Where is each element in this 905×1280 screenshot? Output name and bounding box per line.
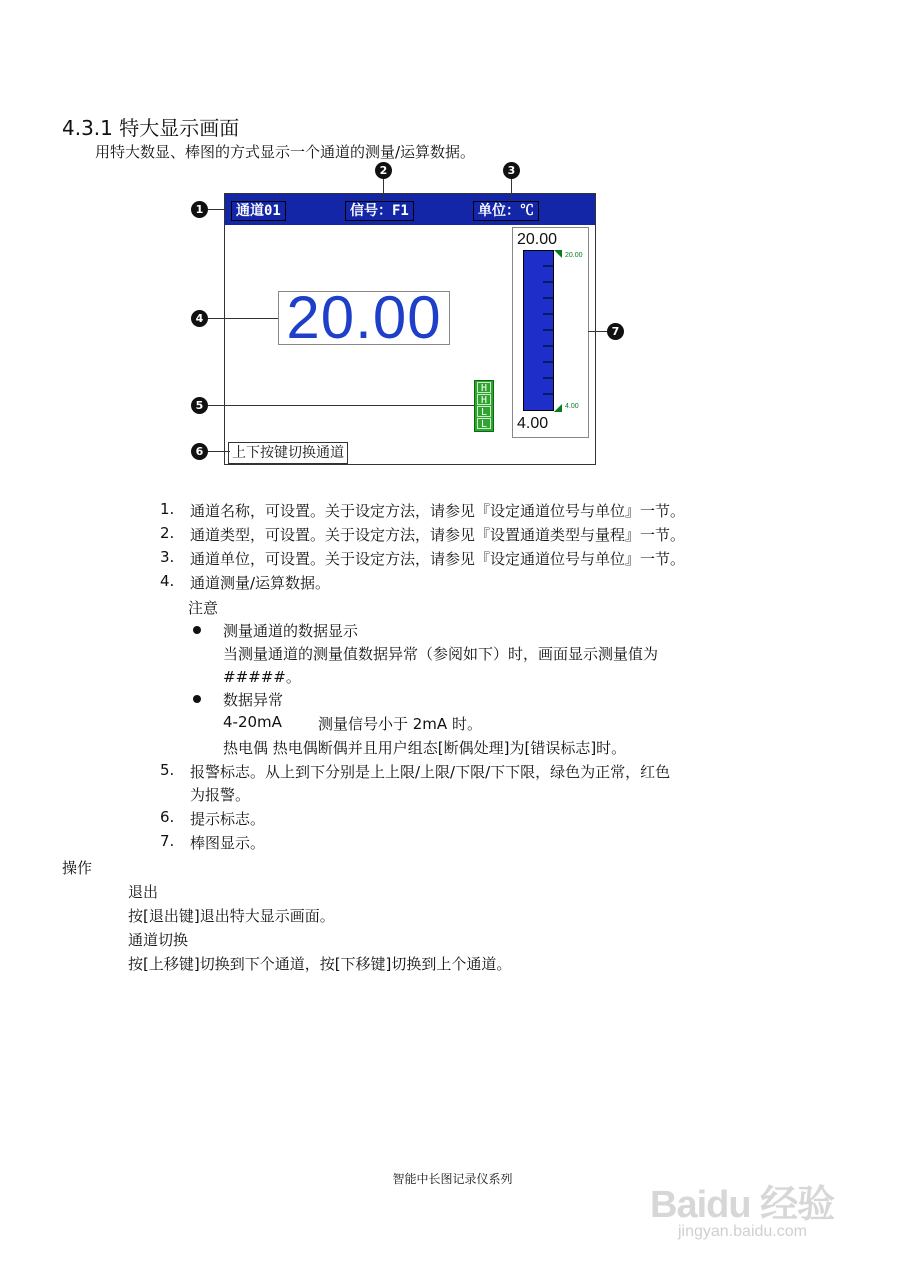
bar-max-label: 20.00 xyxy=(517,231,558,248)
list-item-number: 1. xyxy=(160,500,175,518)
callout-leader-1 xyxy=(208,209,226,210)
exit-text: 按[退出键]退出特大显示画面。 xyxy=(128,907,335,925)
baidu-watermark-logo: Baidu 经验 xyxy=(650,1184,835,1226)
callout-leader-7 xyxy=(588,331,608,332)
callout-3: 3 xyxy=(503,162,520,179)
note1-title: 测量通道的数据显示 xyxy=(223,622,359,640)
screen-header-bar xyxy=(225,194,595,225)
list-item: 报警标志。从上到下分别是上上限/上限/下限/下下限，绿色为正常，红色 xyxy=(190,763,671,781)
section-title: 4.3.1 特大显示画面 xyxy=(62,116,240,140)
callout-leader-5 xyxy=(208,405,474,406)
alarm-flags xyxy=(474,380,494,432)
callout-2: 2 xyxy=(375,162,392,179)
bar-graph xyxy=(512,227,589,438)
unit-label: 单位：℃ xyxy=(473,201,539,221)
bar-upper-small-label: 20.00 xyxy=(565,252,583,259)
list-item: 通道类型，可设置。关于设定方法，请参见『设置通道类型与量程』一节。 xyxy=(190,526,686,544)
callout-7: 7 xyxy=(607,323,624,340)
list-item: 棒图显示。 xyxy=(190,834,266,852)
bar-min-label: 4.00 xyxy=(517,415,549,432)
list-item: 通道名称，可设置。关于设定方法，请参见『设定通道位号与单位』一节。 xyxy=(190,502,686,520)
device-screen-figure xyxy=(224,193,596,465)
exit-title: 退出 xyxy=(128,883,159,901)
alarm-flag-l: L xyxy=(477,406,491,417)
callout-5: 5 xyxy=(191,397,208,414)
note-label: 注意 xyxy=(188,599,219,617)
switch-text: 按[上移键]切换到下个通道，按[下移键]切换到上个通道。 xyxy=(128,955,512,973)
big-value-display: 20.00 xyxy=(278,291,450,345)
list-item: 提示标志。 xyxy=(190,810,266,828)
list-item-continuation: 为报警。 xyxy=(190,786,251,804)
alarm-flag-ll: L xyxy=(477,418,491,429)
list-item: 通道测量/运算数据。 xyxy=(190,574,331,592)
signal-type-label: 信号：F1 xyxy=(345,201,414,221)
bar-fill xyxy=(523,250,554,411)
callout-leader-6 xyxy=(208,451,230,452)
list-item-number: 4. xyxy=(160,572,175,590)
operation-heading: 操作 xyxy=(62,859,93,877)
note2-title: 数据异常 xyxy=(223,691,284,709)
alarm-flag-h: H xyxy=(477,394,491,405)
alarm-flag-hh: H xyxy=(477,382,491,393)
bullet-icon xyxy=(193,695,201,703)
callout-4: 4 xyxy=(191,310,208,327)
list-item-number: 6. xyxy=(160,808,175,826)
bar-lower-small-label: 4.00 xyxy=(565,403,579,410)
callout-1: 1 xyxy=(191,201,208,218)
bullet-icon xyxy=(193,626,201,634)
note2-line1-text: 测量信号小于 2mA 时。 xyxy=(318,715,482,733)
channel-name-label: 通道01 xyxy=(231,201,286,221)
callout-leader-2 xyxy=(383,178,384,201)
note2-line2: 热电偶 热电偶断偶并且用户组态[断偶处理]为[错误标志]时。 xyxy=(223,739,627,757)
list-item-number: 5. xyxy=(160,761,175,779)
section-intro: 用特大数显、棒图的方式显示一个通道的测量/运算数据。 xyxy=(95,143,476,161)
list-item-number: 7. xyxy=(160,832,175,850)
lower-limit-marker xyxy=(554,404,562,412)
note1-line1: 当测量通道的测量值数据异常（参阅如下）时，画面显示测量值为 xyxy=(223,645,659,663)
list-item-number: 3. xyxy=(160,548,175,566)
upper-limit-marker xyxy=(554,250,562,258)
switch-title: 通道切换 xyxy=(128,931,189,949)
baidu-watermark-url: jingyan.baidu.com xyxy=(678,1223,807,1240)
page-footer: 智能中长图记录仪系列 xyxy=(392,1172,513,1186)
note1-line2: #####。 xyxy=(223,668,301,686)
note2-line1-label: 4-20mA xyxy=(223,713,282,731)
list-item: 通道单位，可设置。关于设定方法，请参见『设定通道位号与单位』一节。 xyxy=(190,550,686,568)
bar-ticks xyxy=(523,250,554,411)
callout-leader-3 xyxy=(511,178,512,201)
hint-label: 上下按键切换通道 xyxy=(228,442,348,464)
bar-limit-markers xyxy=(554,248,566,428)
callout-leader-4 xyxy=(208,318,278,319)
list-item-number: 2. xyxy=(160,524,175,542)
callout-6: 6 xyxy=(191,443,208,460)
